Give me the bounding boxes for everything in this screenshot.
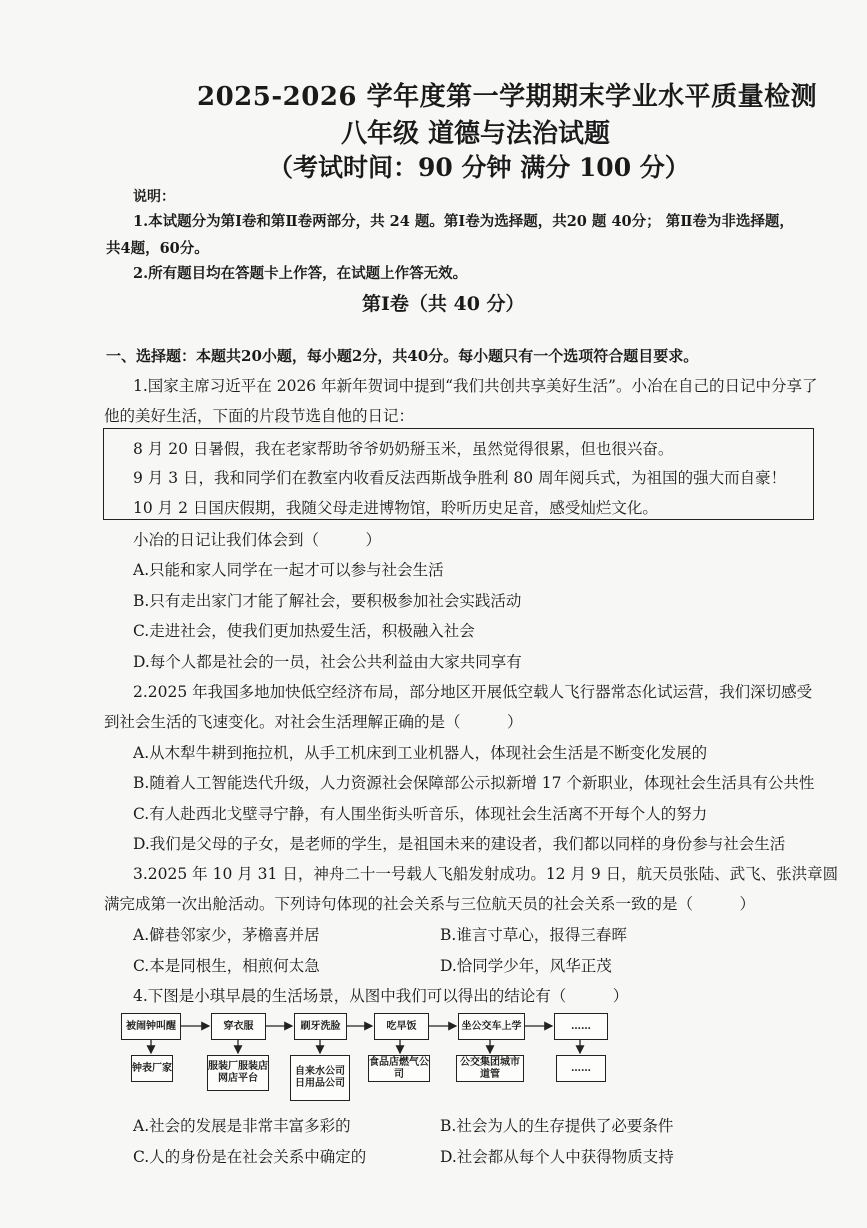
q1-option-a: A.只能和家人同学在一起才可以参与社会生活 — [133, 561, 444, 579]
q2-stem-a: 2.2025 年我国多地加快低空经济布局，部分地区开展低空载人飞行器常态化试运营，我们深切感受 — [133, 683, 813, 701]
flow-step-dress: 穿衣服 — [211, 1013, 266, 1040]
flow-step-alarm: 被闹钟叫醒 — [121, 1013, 181, 1040]
q3-option-a: A.僻巷邻家少，茅檐喜并居 — [133, 926, 320, 944]
q3-option-d: D.恰同学少年，风华正茂 — [440, 957, 612, 975]
q1-option-b: B.只有走出家门才能了解社会，要积极参加社会实践活动 — [133, 592, 522, 610]
q2-option-b: B.随着人工智能迭代升级，人力资源社会保障部公示拟新增 17 个新职业，体现社会生活具有公共性 — [133, 774, 815, 792]
flow-provider-clothes: 服装厂服装店网店平台 — [207, 1055, 269, 1091]
q1-diary-entry-2: 9 月 3 日，我和同学们在教室内收看反法西斯战争胜利 80 周年阅兵式，为祖国的强大而自豪！ — [133, 469, 787, 487]
q4-option-a: A.社会的发展是非常丰富多彩的 — [133, 1117, 351, 1135]
q4-stem: 4.下图是小琪早晨的生活场景，从图中我们可以得出的结论有（ ） — [133, 987, 629, 1005]
instruction-1a: 1.本试题分为第Ⅰ卷和第Ⅱ卷两部分，共 24 题。第Ⅰ卷为选择题，共20 题 40分； 第Ⅱ卷为非选择题， — [133, 213, 794, 230]
q4-option-c: C.人的身份是在社会关系中确定的 — [133, 1148, 367, 1166]
q1-stem-a: 1.国家主席习近平在 2026 年新年贺词中提到“我们共创共享美好生活”。小冶在自己的日记中分享了 — [133, 377, 818, 395]
q3-option-c: C.本是同根生，相煎何太急 — [133, 957, 320, 975]
instruction-1b: 共4题，60分。 — [106, 240, 209, 257]
flow-provider-more: …… — [556, 1055, 606, 1082]
q3-stem-b: 满完成第一次出舱活动。下列诗句体现的社会关系与三位航天员的社会关系一致的是（ ） — [104, 895, 756, 913]
instructions-label: 说明： — [133, 189, 175, 205]
q2-stem-b: 到社会生活的飞速变化。对社会生活理解正确的是（ ） — [104, 713, 523, 731]
section-title: 第Ⅰ卷（共 40 分） — [362, 293, 525, 315]
q1-stem-b: 他的美好生活，下面的片段节选自他的日记： — [104, 407, 415, 425]
flow-provider-water: 自来水公司日用品公司 — [290, 1055, 350, 1101]
q1-prompt: 小冶的日记让我们体会到（ ） — [133, 531, 382, 549]
q1-option-c: C.走进社会，使我们更加热爱生活，积极融入社会 — [133, 622, 475, 640]
q3-option-b: B.谁言寸草心，报得三春晖 — [440, 926, 627, 944]
q1-option-d: D.每个人都是社会的一员，社会公共利益由大家共同享有 — [133, 653, 522, 671]
exam-title: 2025-2026 学年度第一学期期末学业水平质量检测 — [197, 82, 818, 112]
flow-step-bus: 坐公交车上学 — [458, 1013, 525, 1040]
q2-option-c: C.有人赴西北戈壁寻宁静，有人围坐街头听音乐，体现社会生活离不开每个人的努力 — [133, 805, 708, 823]
flow-provider-bus: 公交集团城市道管 — [456, 1055, 524, 1082]
exam-subject: 八年级 道德与法治试题 — [341, 119, 611, 149]
flow-step-wash: 刷牙洗脸 — [294, 1013, 347, 1040]
flow-step-breakfast: 吃早饭 — [374, 1013, 429, 1040]
part-heading: 一、选择题：本题共20小题，每小题2分，共40分。每小题只有一个选项符合题目要求。 — [106, 347, 699, 365]
q1-diary-entry-1: 8 月 20 日暑假，我在老家帮助爷爷奶奶掰玉米，虽然觉得很累，但也很兴奋。 — [133, 440, 674, 458]
q4-option-b: B.社会为人的生存提供了必要条件 — [440, 1117, 674, 1135]
q2-option-d: D.我们是父母的子女，是老师的学生，是祖国未来的建设者，我们都以同样的身份参与社会生活 — [133, 835, 786, 853]
flow-provider-food: 食品店燃气公司 — [368, 1055, 430, 1082]
q4-option-d: D.社会都从每个人中获得物质支持 — [440, 1148, 674, 1166]
instruction-2: 2.所有题目均在答题卡上作答，在试题上作答无效。 — [133, 265, 468, 282]
q1-diary-entry-3: 10 月 2 日国庆假期，我随父母走进博物馆，聆听历史足音，感受灿烂文化。 — [133, 499, 658, 517]
q3-stem-a: 3.2025 年 10 月 31 日，神舟二十一号载人飞船发射成功。12 月 9 日，航天员张陆、武飞、张洪章圆 — [133, 865, 839, 883]
q2-option-a: A.从木犁牛耕到拖拉机，从手工机床到工业机器人，体现社会生活是不断变化发展的 — [133, 744, 708, 762]
exam-time-score: （考试时间：90 分钟 满分 100 分） — [268, 153, 690, 182]
flow-step-more: …… — [554, 1013, 608, 1040]
flow-provider-clock: 钟表厂家 — [131, 1055, 173, 1082]
